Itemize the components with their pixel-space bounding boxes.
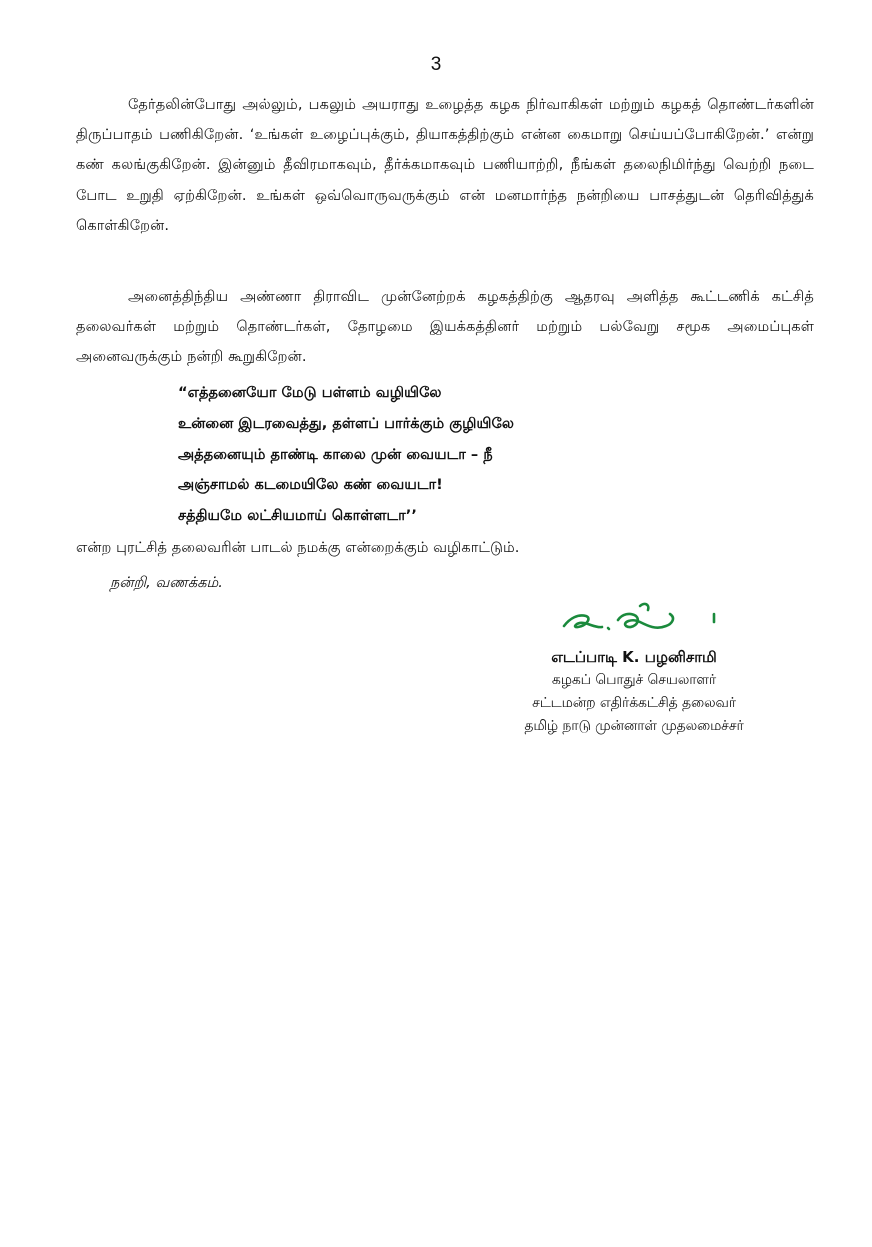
- poem-line: அஞ்சாமல் கடமையிலே கண் வையடா!: [178, 476, 443, 494]
- paragraph-gratitude-allies: [76, 282, 814, 373]
- handwritten-signature: [556, 596, 726, 642]
- signatory-title: தமிழ் நாடு முன்னாள் முதலமைச்சர்: [524, 718, 744, 734]
- signatory-block: [496, 645, 772, 738]
- poem-line: சத்தியமே லட்சியமாய் கொள்ளடா’’: [178, 507, 417, 525]
- page-number: 3: [430, 54, 442, 75]
- signatory-title: சட்டமன்ற எதிர்க்கட்சித் தலைவர்: [532, 695, 736, 711]
- poem-line: அத்தனையும் தாண்டி காலை முன் வையடா – நீ: [178, 445, 493, 463]
- poem-attribution: என்ற புரட்சித் தலைவரின் பாடல் நமக்கு என்றைக்கும் வழிகாட்டும்.: [76, 539, 520, 556]
- closing-greeting: நன்றி, வணக்கம்.: [110, 574, 223, 591]
- poem-quote: [178, 378, 514, 532]
- paragraph-text: அனைத்திந்திய அண்ணா திராவிட முன்னேற்றக் கழகத்திற்கு ஆதரவு அளித்த கூட்டணிக் கட்சித் தலைவர்கள் மற்றும் தொண்டர்கள், தோழமை இயக்கத்தினர் மற்றும் பல்வேறு சமூக அமைப்புகள் அனைவருக்கும் நன்றி கூறுகிறேன்.: [76, 288, 814, 366]
- signatory-name: எடப்பாடி K. பழனிசாமி: [551, 648, 717, 666]
- paragraph-gratitude-workers: [76, 90, 814, 241]
- poem-line: “எத்தனையோ மேடு பள்ளம் வழியிலே: [178, 384, 442, 401]
- paragraph-text: தேர்தலின்போது அல்லும், பகலும் அயராது உழைத்த கழக நிர்வாகிகள் மற்றும் கழகத் தொண்டர்களின் திருப்பாதம் பணிகிறேன். ‘உங்கள் உழைப்புக்கும், தியாகத்திற்கும் என்ன கைமாறு செய்யப்போகிறேன்.’ என்று கண் கலங்குகிறேன். இன்னும் தீவிரமாகவும், தீர்க்கமாகவும் பணியாற்றி, நீங்கள் தலைநிமிர்ந்து வெற்றி நடை போட உறுதி ஏற்கிறேன். உங்கள் ஒவ்வொருவருக்கும் என் மனமார்ந்த நன்றியை பாசத்துடன் தெரிவித்துக் கொள்கிறேன்.: [76, 96, 814, 234]
- poem-line: உன்னை இடரவைத்து, தள்ளப் பார்க்கும் குழியிலே: [178, 414, 514, 432]
- signatory-title: கழகப் பொதுச் செயலாளர்: [551, 672, 717, 688]
